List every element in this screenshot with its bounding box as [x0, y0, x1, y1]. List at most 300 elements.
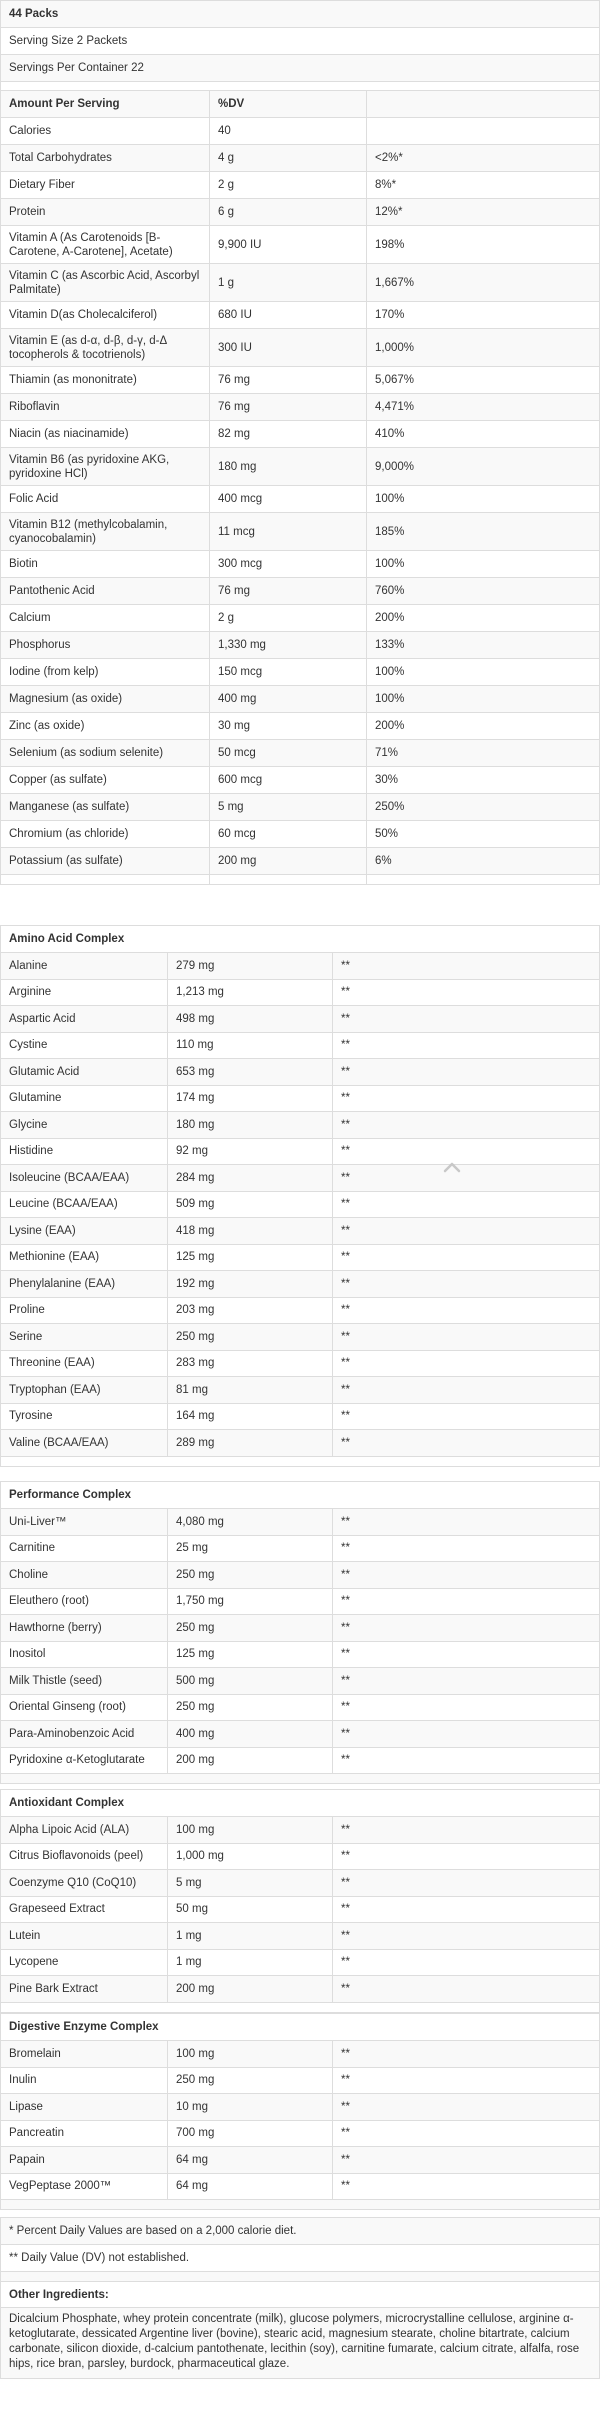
table-row [1, 421, 600, 448]
ingredient-dv: ** [333, 1297, 600, 1324]
table-row [1, 1588, 600, 1615]
ingredient-name: Methionine (EAA) [1, 1244, 168, 1271]
nutrient-dv: 1,667% [367, 264, 600, 302]
table-row [1, 486, 600, 513]
nutrient-dv: 8%* [367, 172, 600, 199]
nutrient-amount: 50 mcg [210, 740, 367, 767]
table-row [1, 28, 600, 55]
table-row [1, 1896, 600, 1923]
spacer-row [1, 2002, 600, 2012]
ingredient-name: Milk Thistle (seed) [1, 1668, 168, 1695]
table-row [1, 1350, 600, 1377]
nutrient-amount: 1,330 mg [210, 632, 367, 659]
table-row [1, 1324, 600, 1351]
table-row [1, 1668, 600, 1695]
ingredient-name: Cystine [1, 1032, 168, 1059]
ingredient-dv: ** [333, 1923, 600, 1950]
dv-header: %DV [210, 91, 367, 118]
table-row [1, 605, 600, 632]
table-row [1, 1085, 600, 1112]
ingredient-dv: ** [333, 1843, 600, 1870]
nutrient-name: Vitamin A (As Carotenoids [B-Carotene, A-Carotene], Acetate) [1, 226, 210, 264]
table-row [1, 1509, 600, 1536]
amount-per-serving-header: Amount Per Serving [1, 91, 210, 118]
ingredient-dv: ** [333, 1949, 600, 1976]
table-row [1, 1006, 600, 1033]
ingredient-amount: 203 mg [168, 1297, 333, 1324]
ingredient-dv: ** [333, 1535, 600, 1562]
table-row [1, 394, 600, 421]
ingredient-amount: 100 mg [168, 2041, 333, 2068]
table-row [1, 199, 600, 226]
header-table [0, 0, 600, 92]
ingredient-dv: ** [333, 2094, 600, 2121]
table-row [1, 1535, 600, 1562]
ingredient-dv: ** [333, 1350, 600, 1377]
nutrient-name: Total Carbohydrates [1, 145, 210, 172]
nutrient-amount: 30 mg [210, 713, 367, 740]
ingredient-dv: ** [333, 1817, 600, 1844]
table-row [1, 1059, 600, 1086]
nutrient-name: Vitamin B12 (methylcobalamin, cyanocobalamin) [1, 513, 210, 551]
nutrient-dv: 170% [367, 302, 600, 329]
servings-per-container: Servings Per Container 22 [1, 55, 600, 82]
table-row [1, 1218, 600, 1245]
nutrient-amount: 76 mg [210, 578, 367, 605]
ingredient-name: Bromelain [1, 2041, 168, 2068]
daily-value-footnote: ** Daily Value (DV) not established. [1, 2245, 600, 2272]
ingredient-name: Pyridoxine α-Ketoglutarate [1, 1747, 168, 1774]
nutrient-dv: 185% [367, 513, 600, 551]
section-header-row [1, 1482, 600, 1509]
calories-label: Calories [1, 118, 210, 145]
nutrient-dv: 100% [367, 551, 600, 578]
nutrient-amount: 9,900 IU [210, 226, 367, 264]
table-row [1, 2218, 600, 2245]
nutrient-dv: 4,471% [367, 394, 600, 421]
ingredient-dv: ** [333, 1641, 600, 1668]
nutrient-amount: 1 g [210, 264, 367, 302]
ingredient-dv: ** [333, 1403, 600, 1430]
spacer-row [1, 2272, 600, 2282]
nutrient-dv: 30% [367, 767, 600, 794]
table-row [1, 302, 600, 329]
ingredient-amount: 279 mg [168, 953, 333, 980]
ingredient-dv: ** [333, 1324, 600, 1351]
ingredient-name: Serine [1, 1324, 168, 1351]
ingredient-dv: ** [333, 1562, 600, 1589]
nutrient-amount: 300 IU [210, 329, 367, 367]
section-title: Digestive Enzyme Complex [1, 2014, 600, 2041]
spacer-row [1, 875, 600, 885]
nutrient-amount: 150 mcg [210, 659, 367, 686]
table-row [1, 2094, 600, 2121]
table-row [1, 1271, 600, 1298]
ingredient-dv: ** [333, 953, 600, 980]
ingredient-name: Inositol [1, 1641, 168, 1668]
ingredient-dv: ** [333, 2147, 600, 2174]
nutrient-name: Biotin [1, 551, 210, 578]
ingredient-dv: ** [333, 1085, 600, 1112]
ingredient-dv: ** [333, 1588, 600, 1615]
nutrient-name: Selenium (as sodium selenite) [1, 740, 210, 767]
table-row [1, 1244, 600, 1271]
nutrient-dv: 6% [367, 848, 600, 875]
ingredient-name: Lipase [1, 2094, 168, 2121]
ingredient-name: Carnitine [1, 1535, 168, 1562]
ingredient-name: Leucine (BCAA/EAA) [1, 1191, 168, 1218]
ingredient-amount: 1,000 mg [168, 1843, 333, 1870]
nutrient-name: Phosphorus [1, 632, 210, 659]
ingredient-amount: 250 mg [168, 1324, 333, 1351]
ingredient-amount: 289 mg [168, 1430, 333, 1457]
table-row [1, 1165, 600, 1192]
ingredient-amount: 64 mg [168, 2147, 333, 2174]
ingredient-dv: ** [333, 1430, 600, 1457]
nutrient-amount: 200 mg [210, 848, 367, 875]
ingredient-amount: 81 mg [168, 1377, 333, 1404]
nutrient-dv: 133% [367, 632, 600, 659]
nutrient-name: Niacin (as niacinamide) [1, 421, 210, 448]
ingredient-amount: 250 mg [168, 1694, 333, 1721]
ingredient-dv: ** [333, 1747, 600, 1774]
section-header-row [1, 1790, 600, 1817]
nutrient-amount: 76 mg [210, 367, 367, 394]
ingredient-name: Glutamic Acid [1, 1059, 168, 1086]
ingredient-name: Inulin [1, 2067, 168, 2094]
nutrient-amount: 180 mg [210, 448, 367, 486]
table-row [1, 740, 600, 767]
nutrient-dv: 100% [367, 659, 600, 686]
ingredient-dv: ** [333, 1721, 600, 1748]
nutrient-name: Protein [1, 199, 210, 226]
ingredient-amount: 1,213 mg [168, 979, 333, 1006]
ingredient-amount: 4,080 mg [168, 1509, 333, 1536]
table-row [1, 1694, 600, 1721]
section-header-row [1, 2014, 600, 2041]
table-row [1, 2041, 600, 2068]
nutrient-rows [1, 145, 600, 885]
ingredient-amount: 50 mg [168, 1896, 333, 1923]
table-row [1, 578, 600, 605]
ingredient-amount: 1,750 mg [168, 1588, 333, 1615]
table-row [1, 2120, 600, 2147]
nutrient-amount: 680 IU [210, 302, 367, 329]
nutrient-amount: 6 g [210, 199, 367, 226]
ingredient-dv: ** [333, 1191, 600, 1218]
table-row [1, 1112, 600, 1139]
table-row [1, 2245, 600, 2272]
nutrient-name: Magnesium (as oxide) [1, 686, 210, 713]
ingredient-name: Histidine [1, 1138, 168, 1165]
nutrient-name: Vitamin B6 (as pyridoxine AKG, pyridoxine HCl) [1, 448, 210, 486]
ingredient-dv: ** [333, 1165, 600, 1192]
ingredient-name: Uni-Liver™ [1, 1509, 168, 1536]
nutrient-table [0, 90, 600, 885]
ingredient-name: Hawthorne (berry) [1, 1615, 168, 1642]
ingredient-dv: ** [333, 1694, 600, 1721]
table-row [1, 1843, 600, 1870]
ingredient-amount: 284 mg [168, 1165, 333, 1192]
ingredient-dv: ** [333, 1138, 600, 1165]
nutrient-name: Folic Acid [1, 486, 210, 513]
table-row [1, 1615, 600, 1642]
ingredient-name: Tryptophan (EAA) [1, 1377, 168, 1404]
ingredient-amount: 92 mg [168, 1138, 333, 1165]
ingredient-name: Eleuthero (root) [1, 1588, 168, 1615]
ingredient-amount: 200 mg [168, 1747, 333, 1774]
table-row [1, 448, 600, 486]
ingredient-name: Phenylalanine (EAA) [1, 1271, 168, 1298]
ingredient-name: Citrus Bioflavonoids (peel) [1, 1843, 168, 1870]
complex-table [0, 1789, 600, 2013]
ingredient-name: Coenzyme Q10 (CoQ10) [1, 1870, 168, 1897]
ingredient-dv: ** [333, 1032, 600, 1059]
nutrient-amount: 11 mcg [210, 513, 367, 551]
spacer-row [1, 1774, 600, 1784]
nutrient-dv: 100% [367, 686, 600, 713]
nutrient-name: Dietary Fiber [1, 172, 210, 199]
ingredient-dv: ** [333, 1112, 600, 1139]
table-row [1, 264, 600, 302]
ingredient-amount: 700 mg [168, 2120, 333, 2147]
table-row [1, 1870, 600, 1897]
nutrient-name: Vitamin E (as d-α, d-β, d-γ, d-Δ tocopherols & tocotrienols) [1, 329, 210, 367]
nutrient-dv: 760% [367, 578, 600, 605]
ingredient-name: Alanine [1, 953, 168, 980]
nutrient-amount: 2 g [210, 605, 367, 632]
ingredient-name: Isoleucine (BCAA/EAA) [1, 1165, 168, 1192]
ingredient-dv: ** [333, 1006, 600, 1033]
ingredient-amount: 250 mg [168, 1562, 333, 1589]
nutrient-name: Zinc (as oxide) [1, 713, 210, 740]
ingredient-name: Lycopene [1, 1949, 168, 1976]
table-row [1, 1976, 600, 2003]
ingredient-name: Grapeseed Extract [1, 1896, 168, 1923]
ingredient-amount: 418 mg [168, 1218, 333, 1245]
table-row [1, 1817, 600, 1844]
percent-footnote: * Percent Daily Values are based on a 2,000 calorie diet. [1, 2218, 600, 2245]
table-row [1, 551, 600, 578]
ingredient-name: Oriental Ginseng (root) [1, 1694, 168, 1721]
nutrient-dv: 12%* [367, 199, 600, 226]
nutrient-dv: 410% [367, 421, 600, 448]
table-row [1, 1949, 600, 1976]
ingredient-dv: ** [333, 1615, 600, 1642]
nutrient-dv: 1,000% [367, 329, 600, 367]
ingredient-dv: ** [333, 1271, 600, 1298]
ingredient-dv: ** [333, 2067, 600, 2094]
ingredient-amount: 5 mg [168, 1870, 333, 1897]
ingredient-dv: ** [333, 2041, 600, 2068]
ingredient-name: Para-Aminobenzoic Acid [1, 1721, 168, 1748]
other-ingredients-heading: Other Ingredients: [1, 2282, 600, 2308]
ingredient-amount: 164 mg [168, 1403, 333, 1430]
chevron-up-icon[interactable] [442, 1160, 462, 1174]
ingredient-name: Papain [1, 2147, 168, 2174]
table-row [1, 226, 600, 264]
table-row [1, 1562, 600, 1589]
table-row [1, 1430, 600, 1457]
table-row [1, 1191, 600, 1218]
ingredient-amount: 509 mg [168, 1191, 333, 1218]
ingredient-amount: 250 mg [168, 2067, 333, 2094]
footnotes-table [0, 2217, 600, 2379]
ingredient-name: Tyrosine [1, 1403, 168, 1430]
spacer-row [1, 1456, 600, 1466]
ingredient-name: Arginine [1, 979, 168, 1006]
nutrient-amount: 400 mg [210, 686, 367, 713]
ingredient-dv: ** [333, 1668, 600, 1695]
nutrient-amount: 76 mg [210, 394, 367, 421]
ingredient-name: Pine Bark Extract [1, 1976, 168, 2003]
nutrient-name: Copper (as sulfate) [1, 767, 210, 794]
ingredient-amount: 125 mg [168, 1641, 333, 1668]
nutrient-amount: 4 g [210, 145, 367, 172]
table-row [1, 713, 600, 740]
table-row [1, 1923, 600, 1950]
ingredient-name: Proline [1, 1297, 168, 1324]
spacer-row [1, 2200, 600, 2210]
nutrient-name: Potassium (as sulfate) [1, 848, 210, 875]
table-row [1, 1032, 600, 1059]
ingredient-dv: ** [333, 979, 600, 1006]
nutrient-dv: 50% [367, 821, 600, 848]
table-row [1, 794, 600, 821]
ingredient-amount: 125 mg [168, 1244, 333, 1271]
serving-size: Serving Size 2 Packets [1, 28, 600, 55]
table-row [1, 329, 600, 367]
table-row [1, 686, 600, 713]
table-row [1, 367, 600, 394]
table-header-row [1, 91, 600, 118]
nutrient-amount: 400 mcg [210, 486, 367, 513]
other-ingredients-text: Dicalcium Phosphate, whey protein concentrate (milk), glucose polymers, microcrystalline cellulose, arginine α-ketoglutarate, dessicated Argentine liver (bovine), stearic acid, magnesium stearate, choline bitartrate, calcium carbonate, silicon dioxide, d-calcium pantothenate, lecithin (soy), carnitine fumarate, calcium citrate, alfalfa, rose hips, rice bran, parsley, burdock, pharmaceutical glaze. [1, 2308, 600, 2379]
nutrient-name: Chromium (as chloride) [1, 821, 210, 848]
ingredient-dv: ** [333, 1870, 600, 1897]
table-row [1, 1721, 600, 1748]
complex-table [0, 1481, 600, 1784]
nutrient-dv: 100% [367, 486, 600, 513]
ingredient-name: Lutein [1, 1923, 168, 1950]
table-row [1, 2067, 600, 2094]
nutrient-dv: 71% [367, 740, 600, 767]
table-row [1, 632, 600, 659]
table-row [1, 767, 600, 794]
nutrient-amount: 300 mcg [210, 551, 367, 578]
table-row [1, 1, 600, 28]
table-row [1, 118, 600, 145]
ingredient-amount: 400 mg [168, 1721, 333, 1748]
table-row [1, 172, 600, 199]
nutrient-name: Thiamin (as mononitrate) [1, 367, 210, 394]
table-row [1, 2147, 600, 2174]
calories-value: 40 [210, 118, 367, 145]
ingredient-amount: 250 mg [168, 1615, 333, 1642]
table-row [1, 659, 600, 686]
ingredient-name: Glutamine [1, 1085, 168, 1112]
ingredient-amount: 283 mg [168, 1350, 333, 1377]
ingredient-dv: ** [333, 1896, 600, 1923]
ingredient-dv: ** [333, 1059, 600, 1086]
nutrient-name: Iodine (from kelp) [1, 659, 210, 686]
nutrient-amount: 2 g [210, 172, 367, 199]
table-row [1, 1138, 600, 1165]
nutrient-amount: 5 mg [210, 794, 367, 821]
table-row [1, 1297, 600, 1324]
nutrient-amount: 600 mcg [210, 767, 367, 794]
table-row [1, 55, 600, 82]
ingredient-amount: 174 mg [168, 1085, 333, 1112]
ingredient-amount: 110 mg [168, 1032, 333, 1059]
product-title: 44 Packs [1, 1, 600, 28]
nutrient-name: Calcium [1, 605, 210, 632]
nutrient-dv: 200% [367, 605, 600, 632]
ingredient-dv: ** [333, 2120, 600, 2147]
table-row [1, 1377, 600, 1404]
ingredient-name: Choline [1, 1562, 168, 1589]
ingredient-name: Lysine (EAA) [1, 1218, 168, 1245]
section-title: Amino Acid Complex [1, 926, 600, 953]
ingredient-dv: ** [333, 1509, 600, 1536]
nutrient-name: Pantothenic Acid [1, 578, 210, 605]
nutrient-amount: 60 mcg [210, 821, 367, 848]
table-row [1, 145, 600, 172]
nutrient-name: Riboflavin [1, 394, 210, 421]
nutrient-dv: <2%* [367, 145, 600, 172]
ingredient-name: Threonine (EAA) [1, 1350, 168, 1377]
ingredient-name: Alpha Lipoic Acid (ALA) [1, 1817, 168, 1844]
table-row [1, 953, 600, 980]
table-row [1, 2308, 600, 2379]
ingredient-amount: 25 mg [168, 1535, 333, 1562]
ingredient-dv: ** [333, 1377, 600, 1404]
ingredient-name: VegPeptase 2000™ [1, 2173, 168, 2200]
ingredient-amount: 100 mg [168, 1817, 333, 1844]
section-title: Performance Complex [1, 1482, 600, 1509]
table-row [1, 513, 600, 551]
ingredient-amount: 64 mg [168, 2173, 333, 2200]
nutrient-name: Manganese (as sulfate) [1, 794, 210, 821]
table-row [1, 821, 600, 848]
nutrient-dv: 9,000% [367, 448, 600, 486]
nutrient-amount: 82 mg [210, 421, 367, 448]
table-row [1, 1747, 600, 1774]
table-row [1, 1403, 600, 1430]
section-header-row [1, 926, 600, 953]
table-row [1, 848, 600, 875]
ingredient-dv: ** [333, 1218, 600, 1245]
table-row [1, 2173, 600, 2200]
ingredient-amount: 1 mg [168, 1949, 333, 1976]
complex-table [0, 925, 600, 1467]
nutrient-dv: 200% [367, 713, 600, 740]
ingredient-amount: 1 mg [168, 1923, 333, 1950]
ingredient-amount: 192 mg [168, 1271, 333, 1298]
nutrient-dv: 5,067% [367, 367, 600, 394]
nutrient-dv: 250% [367, 794, 600, 821]
ingredient-name: Aspartic Acid [1, 1006, 168, 1033]
nutrient-name: Vitamin C (as Ascorbic Acid, Ascorbyl Palmitate) [1, 264, 210, 302]
ingredient-amount: 653 mg [168, 1059, 333, 1086]
ingredient-amount: 200 mg [168, 1976, 333, 2003]
section-title: Antioxidant Complex [1, 1790, 600, 1817]
table-row [1, 2282, 600, 2308]
nutrient-dv: 198% [367, 226, 600, 264]
table-row [1, 1641, 600, 1668]
ingredient-amount: 500 mg [168, 1668, 333, 1695]
ingredient-amount: 498 mg [168, 1006, 333, 1033]
